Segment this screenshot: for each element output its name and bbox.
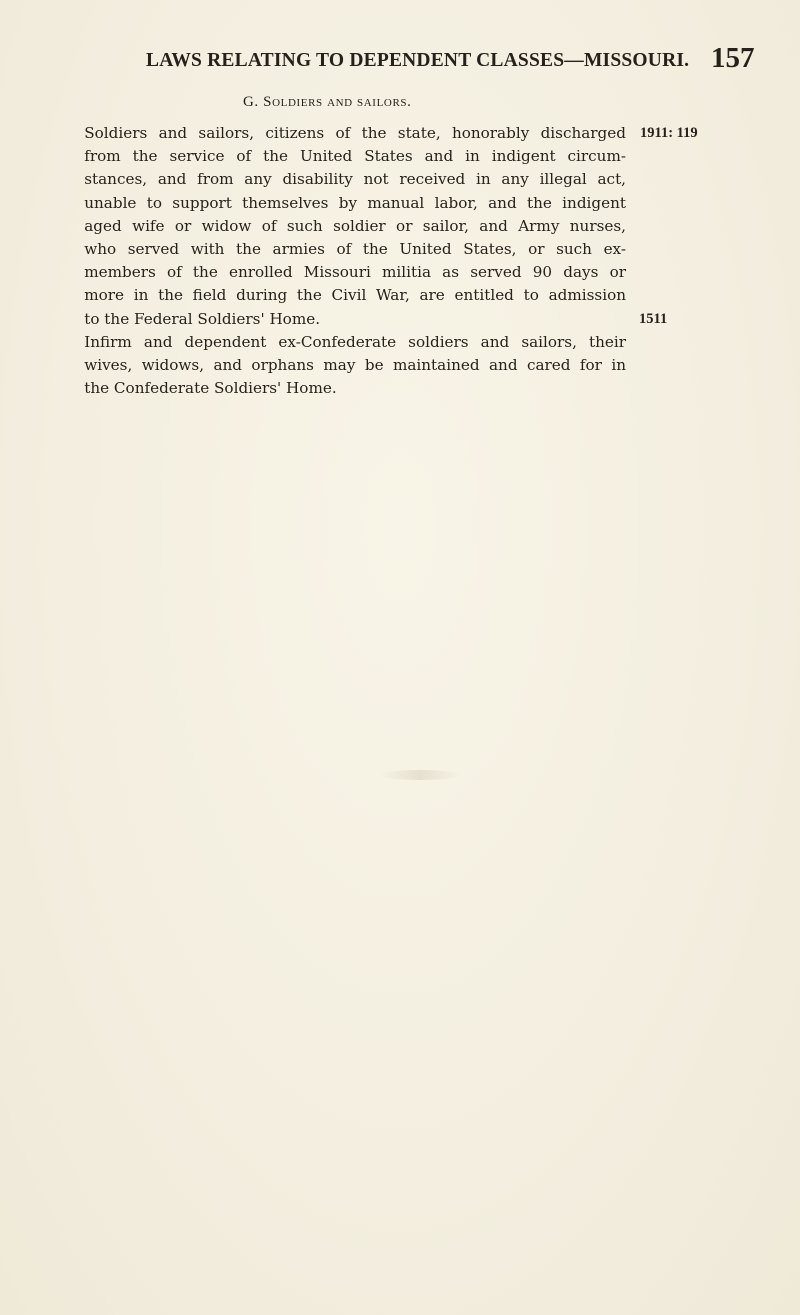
running-title: LAWS RELATING TO DEPENDENT CLASSES—MISSOURI.	[146, 50, 690, 71]
page-number: 157	[711, 42, 755, 74]
section-heading	[243, 94, 411, 111]
paragraph-soldiers-sailors	[66, 122, 626, 331]
text-line: who served with the armies of the United States, or such ex-	[84, 240, 626, 259]
body-text	[66, 122, 626, 400]
text-line: from the service of the United States and in indigent circum-	[84, 147, 626, 166]
text-line: to the Federal Soldiers' Home.	[84, 309, 321, 328]
text-line: Infirm and dependent ex-Confederate soldiers and sailors, their	[84, 332, 626, 351]
margin-citation: 1511	[639, 311, 668, 327]
text-line: more in the field during the Civil War, are entitled to admission	[84, 286, 626, 305]
paragraph-confederate	[66, 331, 626, 401]
text-line: the Confederate Soldiers' Home.	[84, 379, 337, 398]
text-line: unable to support themselves by manual labor, and the indigent	[84, 193, 626, 212]
paper-smudge	[380, 770, 460, 780]
text-line: wives, widows, and orphans may be maintained and cared for in	[84, 356, 626, 375]
text-line: members of the enrolled Missouri militia as served 90 days or	[84, 263, 626, 282]
margin-citation: 1911: 119	[640, 125, 698, 141]
text-line: aged wife or widow of such soldier or sailor, and Army nurses,	[84, 216, 626, 235]
text-line: stances, and from any disability not received in any illegal act,	[84, 170, 626, 189]
text-line: Soldiers and sailors, citizens of the state, honorably discharged	[84, 124, 626, 142]
section-heading-text: G. Soldiers and sailors.	[243, 94, 412, 110]
running-head	[146, 42, 755, 82]
